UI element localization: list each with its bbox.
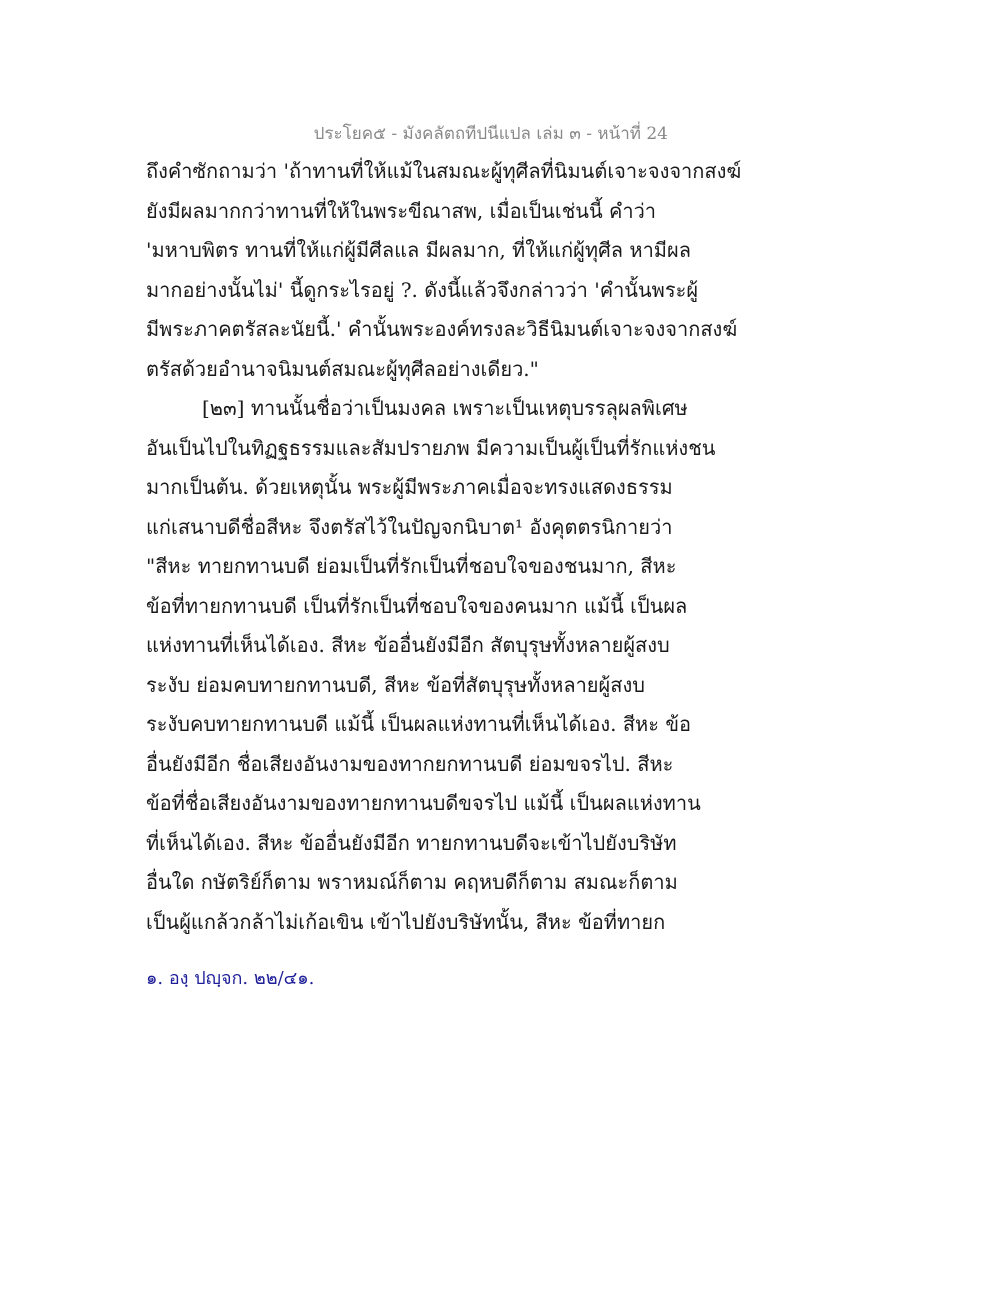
footnote: ๑. องฺ ปญฺจก. ๒๒/๔๑. — [146, 968, 315, 989]
text-line: แก่เสนาบดีชื่อสีหะ จึงตรัสไว้ในปัญจกนิบาต¹ อังคุตตรนิกายว่า — [146, 514, 673, 539]
text-line: อื่นยังมีอีก ชื่อเสียงอันงามของทากยกทานบดี ย่อมขจรไป. สีหะ — [146, 751, 674, 776]
text-line: เป็นผู้แกล้วกล้าไม่เก้อเขิน เข้าไปยังบริษัทนั้น, สีหะ ข้อที่ทายก — [146, 909, 666, 934]
text-line: มากอย่างนั้นไม่' นี้ดูกระไรอยู่ ?. ดังนี้แล้วจึงกล่าวว่า 'คำนั้นพระผู้ — [146, 277, 699, 302]
text-line: อันเป็นไปในทิฏฐธรรมและสัมปรายภพ มีความเป็นผู้เป็นที่รักแห่งชน — [146, 435, 716, 460]
text-line: ข้อที่ชื่อเสียงอันงามของทายกทานบดีขจรไป แม้นี้ เป็นผลแห่งทาน — [146, 791, 701, 815]
text-line: ถึงคำซักถามว่า 'ถ้าทานที่ให้แม้ในสมณะผู้ทุศีลที่นิมนต์เจาะจงจากสงฆ์ — [146, 159, 742, 183]
text-line: มีพระภาคตรัสละนัยนี้.' คำนั้นพระองค์ทรงละวิธีนิมนต์เจาะจงจากสงฆ์ — [146, 317, 738, 341]
text-line: ข้อที่ทายกทานบดี เป็นที่รักเป็นที่ชอบใจของคนมาก แม้นี้ เป็นผล — [146, 593, 688, 618]
text-line: อื่นใด กษัตริย์ก็ตาม พราหมณ์ก็ตาม คฤหบดีก็ตาม สมณะก็ตาม — [146, 870, 678, 894]
text-line: ที่เห็นได้เอง. สีหะ ข้ออื่นยังมีอีก ทายกทานบดีจะเข้าไปยังบริษัท — [146, 830, 677, 855]
text-line: ระงับ ย่อมคบทายกทานบดี, สีหะ ข้อที่สัตบุรุษทั้งหลายผู้สงบ — [146, 672, 645, 697]
body-text — [146, 152, 742, 942]
text-line: ระงับคบทายกทานบดี แม้นี้ เป็นผลแห่งทานที่เห็นได้เอง. สีหะ ข้อ — [146, 712, 692, 736]
text-line: ตรัสด้วยอำนาจนิมนต์สมณะผู้ทุศีลอย่างเดียว." — [146, 356, 539, 381]
text-line: ยังมีผลมากกว่าทานที่ให้ในพระขีณาสพ, เมื่อเป็นเช่นนี้ คำว่า — [146, 198, 657, 223]
text-line: มากเป็นต้น. ด้วยเหตุนั้น พระผู้มีพระภาคเมื่อจะทรงแสดงธรรม — [146, 475, 673, 499]
text-line: 'มหาบพิตร ทานที่ให้แก่ผู้มีศีลแล มีผลมาก, ที่ให้แก่ผู้ทุศีล หามีผล — [146, 238, 691, 262]
paragraph-start-line: [๒๓] ทานนั้นชื่อว่าเป็นมงคล เพราะเป็นเหตุบรรลุผลพิเศษ — [202, 396, 688, 420]
page-header: ประโยค๕ - มังคลัตถทีปนีแปล เล่ม ๓ - หน้าที่ 24 — [313, 124, 668, 144]
text-line: "สีหะ ทายกทานบดี ย่อมเป็นที่รักเป็นที่ชอบใจของชนมาก, สีหะ — [146, 554, 677, 578]
text-line: แห่งทานที่เห็นได้เอง. สีหะ ข้ออื่นยังมีอีก สัตบุรุษทั้งหลายผู้สงบ — [146, 633, 670, 657]
